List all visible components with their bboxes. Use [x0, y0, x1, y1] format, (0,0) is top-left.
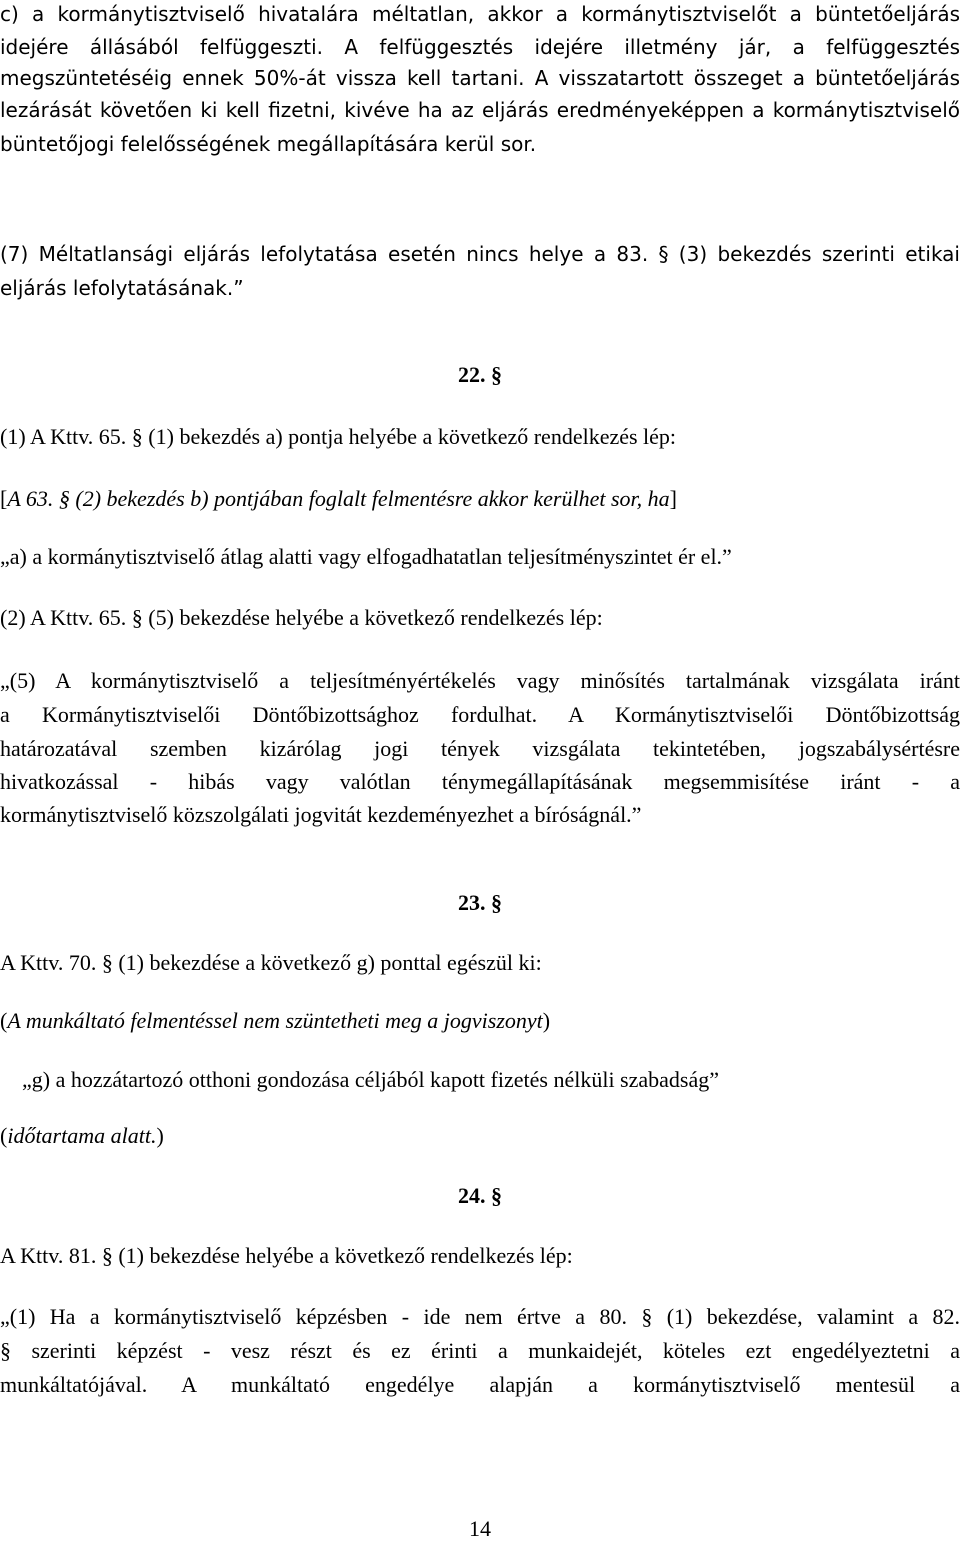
section-heading: 22. § — [458, 362, 502, 387]
text-line: c) a kormánytisztviselő hivatalára méltatlan, akkor a kormánytisztviselőt a büntetőeljárás — [0, 2, 960, 26]
text-line: [A 63. § (2) bekezdés b) pontjában foglalt felmentésre akkor kerülhet sor, ha] — [0, 486, 677, 511]
text-line: „g) a hozzátartozó otthoni gondozása céljából kapott fizetés nélküli szabadság” — [22, 1067, 719, 1092]
text-line: idejére állásából felfüggeszti. A felfüggesztés idejére illetmény jár, a felfüggesztés — [0, 35, 960, 59]
text-line: (A munkáltató felmentéssel nem szüntetheti meg a jogviszonyt) — [0, 1008, 551, 1033]
text-line: (1) A Kttv. 65. § (1) bekezdés a) pontja helyébe a következő rendelkezés lép: — [0, 424, 677, 449]
text-line: „(1) Ha a kormánytisztviselő képzésben - ide nem értve a 80. § (1) bekezdése, valamint a 82. — [0, 1304, 960, 1329]
text-line: (7) Méltatlansági eljárás lefolytatása esetén nincs helye a 83. § (3) bekezdés szerinti etikai — [0, 242, 960, 266]
text-line: „a) a kormánytisztviselő átlag alatti vagy elfogadhatatlan teljesítményszintet ér el.” — [0, 544, 732, 569]
text-line: (időtartama alatt.) — [0, 1123, 164, 1148]
text-line: A Kttv. 81. § (1) bekezdése helyébe a következő rendelkezés lép: — [0, 1243, 573, 1268]
text-line: a Kormánytisztviselői Döntőbizottsághoz fordulhat. A Kormánytisztviselői Döntőbizottság — [0, 702, 960, 727]
text-line: § szerinti képzést - vesz részt és ez érinti a munkaidejét, köteles ezt engedélyeztetni a — [0, 1338, 960, 1363]
text-line: megszüntetéséig ennek 50%-át vissza kell tartani. A visszatartott összeget a büntetőeljárás — [0, 66, 960, 90]
text-line: munkáltatójával. A munkáltató engedélye alapján a kormánytisztviselő mentesül a — [0, 1372, 960, 1397]
section-heading: 23. § — [458, 890, 502, 915]
text-line: határozatával szemben kizárólag jogi tények vizsgálata tekintetében, jogszabálysértésre — [0, 736, 960, 761]
section-heading: 24. § — [458, 1183, 502, 1208]
text-line: kormánytisztviselő közszolgálati jogvitát kezdeményezhet a bíróságnál.” — [0, 802, 642, 827]
text-line: büntetőjogi felelősségének megállapítására kerül sor. — [0, 132, 537, 156]
text-line: lezárását követően ki kell fizetni, kivéve ha az eljárás eredményeképpen a kormánytisztviselő — [0, 98, 960, 122]
page-number: 14 — [469, 1516, 491, 1541]
text-line: eljárás lefolytatásának.” — [0, 276, 244, 300]
text-line: „(5) A kormánytisztviselő a teljesítményértékelés vagy minősítés tartalmának vizsgálata iránt — [0, 668, 960, 693]
text-line: A Kttv. 70. § (1) bekezdése a következő g) ponttal egészül ki: — [0, 950, 542, 975]
text-line: hivatkozással - hibás vagy valótlan ténymegállapításának megsemmisítése iránt - a — [0, 769, 960, 794]
text-line: (2) A Kttv. 65. § (5) bekezdése helyébe a következő rendelkezés lép: — [0, 605, 603, 630]
